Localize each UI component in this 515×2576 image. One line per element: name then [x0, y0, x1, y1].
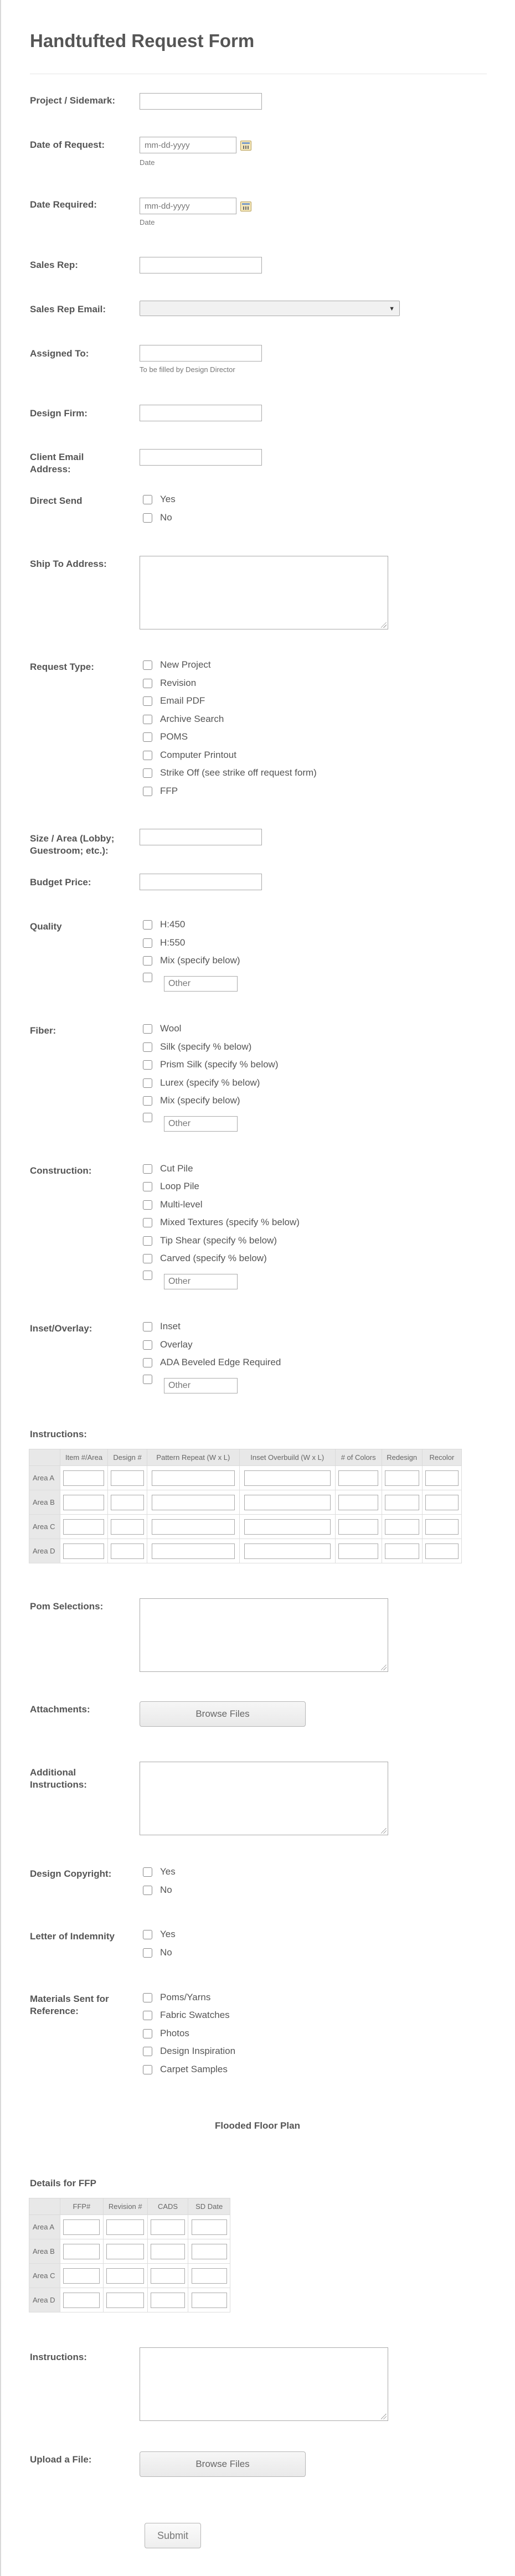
column-header: CADS — [147, 2198, 188, 2215]
cell-input[interactable] — [106, 2268, 144, 2284]
cell-input[interactable] — [192, 2219, 227, 2235]
date-request-sublabel: Date — [140, 158, 155, 167]
construction-option[interactable]: Mixed Textures (specify % below) — [143, 1216, 300, 1229]
cell-input[interactable] — [111, 1495, 144, 1510]
checkbox[interactable] — [143, 1948, 152, 1958]
resize-handle-icon[interactable] — [381, 622, 387, 628]
materials-sent-option[interactable]: Design Inspiration — [143, 2045, 235, 2058]
table-corner — [29, 1449, 60, 1466]
inset-overlay-other-input[interactable] — [164, 1378, 238, 1393]
cell-input[interactable] — [152, 1495, 235, 1510]
ship-to-textarea[interactable] — [140, 556, 388, 629]
ffp-instructions-textarea[interactable] — [140, 2347, 388, 2421]
checkbox[interactable] — [143, 751, 152, 760]
checkbox[interactable] — [143, 1340, 152, 1350]
materials-sent-label: Materials Sent for Reference: — [30, 1994, 109, 2016]
checkbox[interactable] — [143, 1930, 152, 1939]
checkbox[interactable] — [143, 1322, 152, 1331]
cell-input[interactable] — [152, 1543, 235, 1559]
date-request-input[interactable] — [140, 137, 236, 153]
checkbox[interactable] — [143, 973, 152, 982]
cell-input[interactable] — [151, 2219, 185, 2235]
additional-instructions-textarea[interactable] — [140, 1762, 388, 1835]
table-header-row — [29, 2198, 230, 2215]
assigned-to-note: To be filled by Design Director — [140, 365, 235, 374]
sales-rep-label: Sales Rep: — [30, 260, 78, 270]
checkbox[interactable] — [143, 956, 152, 966]
checkbox[interactable] — [143, 1867, 152, 1877]
design-copyright-label: Design Copyright: — [30, 1868, 112, 1879]
cell-input[interactable] — [106, 2244, 144, 2259]
quality-other-input[interactable] — [164, 976, 238, 992]
column-header: Pattern Repeat (W x L) — [147, 1449, 240, 1466]
materials-sent-option[interactable]: Fabric Swatches — [143, 2009, 230, 2022]
cell-input[interactable] — [244, 1519, 331, 1535]
table-row — [29, 2288, 230, 2312]
quality-option[interactable]: H:450 — [143, 918, 185, 931]
cell-input[interactable] — [338, 1543, 378, 1559]
budget-label: Budget Price: — [30, 877, 91, 887]
checkbox[interactable] — [143, 696, 152, 706]
construction-option[interactable]: Tip Shear (specify % below) — [143, 1234, 277, 1247]
assigned-to-input[interactable] — [140, 345, 262, 362]
cell-input[interactable] — [63, 1543, 104, 1559]
row-header: Area B — [29, 1490, 60, 1515]
quality-option[interactable]: H:550 — [143, 936, 185, 949]
cell-input[interactable] — [425, 1519, 459, 1535]
inset-overlay-option[interactable]: ADA Beveled Edge Required — [143, 1356, 281, 1369]
cell-input[interactable] — [111, 1543, 144, 1559]
table-header-row — [29, 1449, 462, 1466]
construction-other-input[interactable] — [164, 1274, 238, 1289]
cell-input[interactable] — [385, 1495, 419, 1510]
cell-input[interactable] — [106, 2219, 144, 2235]
cell-input[interactable] — [385, 1543, 419, 1559]
resize-handle-icon[interactable] — [381, 1828, 387, 1834]
design-copyright-no-option[interactable]: No — [143, 1883, 172, 1897]
checkbox[interactable] — [143, 1024, 152, 1034]
cell-input[interactable] — [63, 2268, 100, 2284]
client-email-input[interactable] — [140, 449, 262, 466]
section-heading: Flooded Floor Plan — [215, 2120, 300, 2131]
resize-handle-icon[interactable] — [381, 2414, 387, 2419]
cell-input[interactable] — [63, 2219, 100, 2235]
size-area-input[interactable] — [140, 829, 262, 845]
table-row — [29, 2239, 230, 2264]
project-label: Project / Sidemark: — [30, 95, 116, 106]
checkbox[interactable] — [143, 1358, 152, 1367]
row-header: Area D — [29, 2288, 60, 2312]
table-row — [29, 1466, 462, 1490]
checkbox[interactable] — [143, 1096, 152, 1106]
column-header: Revision # — [103, 2198, 147, 2215]
construction-option[interactable]: Carved (specify % below) — [143, 1252, 267, 1265]
attachments-label: Attachments: — [30, 1704, 90, 1715]
ffp-instructions-label: Instructions: — [30, 2352, 87, 2362]
checkbox[interactable] — [143, 1164, 152, 1174]
checkbox[interactable] — [143, 2065, 152, 2074]
quality-option[interactable]: Mix (specify below) — [143, 954, 240, 967]
fiber-option[interactable]: Mix (specify below) — [143, 1094, 240, 1107]
calendar-icon[interactable] — [240, 141, 251, 151]
column-header: Item #/Area — [60, 1449, 108, 1466]
cell-input[interactable] — [106, 2293, 144, 2308]
cell-input[interactable] — [244, 1495, 331, 1510]
cell-input[interactable] — [385, 1519, 419, 1535]
request-type-option[interactable]: Archive Search — [143, 713, 224, 726]
cell-input[interactable] — [192, 2268, 227, 2284]
request-type-option[interactable]: New Project — [143, 658, 211, 672]
checkbox[interactable] — [143, 2011, 152, 2020]
materials-sent-option[interactable]: Poms/Yarns — [143, 1991, 210, 2004]
checkbox[interactable] — [143, 1078, 152, 1088]
request-type-option[interactable]: Computer Printout — [143, 748, 236, 762]
letter-indemnity-no-option[interactable]: No — [143, 1946, 172, 1959]
cell-input[interactable] — [63, 2244, 100, 2259]
checkbox[interactable] — [143, 732, 152, 742]
construction-option[interactable]: Cut Pile — [143, 1162, 193, 1175]
pom-selections-textarea[interactable] — [140, 1598, 388, 1672]
pom-selections-label: Pom Selections: — [30, 1601, 104, 1612]
checkbox[interactable] — [143, 715, 152, 724]
browse-files-button[interactable]: Browse Files — [140, 1701, 306, 1727]
resize-handle-icon[interactable] — [381, 1665, 387, 1670]
fiber-option[interactable]: Wool — [143, 1022, 181, 1035]
checkbox[interactable] — [143, 1182, 152, 1191]
row-header: Area C — [29, 1515, 60, 1539]
inset-overlay-label: Inset/Overlay: — [30, 1323, 92, 1334]
construction-option[interactable]: Loop Pile — [143, 1180, 199, 1193]
instructions-label: Instructions: — [30, 1429, 87, 1439]
table-row — [29, 1539, 462, 1563]
additional-instructions-label: Additional Instructions: — [30, 1767, 87, 1790]
checkbox[interactable] — [143, 1886, 152, 1895]
checkbox[interactable] — [143, 938, 152, 948]
cell-input[interactable] — [338, 1519, 378, 1535]
request-type-option[interactable]: FFP — [143, 784, 178, 798]
chevron-down-icon: ▼ — [389, 306, 395, 312]
cell-input[interactable] — [63, 1495, 104, 1510]
sales-rep-email-select[interactable] — [140, 301, 400, 316]
column-header: Recolor — [422, 1449, 461, 1466]
table-row — [29, 1490, 462, 1515]
checkbox[interactable] — [143, 495, 152, 504]
table-row — [29, 1515, 462, 1539]
cell-input[interactable] — [425, 1543, 459, 1559]
column-header: SD Date — [188, 2198, 230, 2215]
form-title: Handtufted Request Form — [30, 30, 255, 51]
request-type-option[interactable]: POMS — [143, 730, 188, 744]
checkbox[interactable] — [143, 1236, 152, 1246]
direct-send-yes-option[interactable]: Yes — [143, 493, 176, 506]
cell-input[interactable] — [192, 2244, 227, 2259]
table-corner — [29, 2198, 60, 2215]
request-type-label: Request Type: — [30, 662, 94, 672]
quality-label: Quality — [30, 921, 62, 932]
column-header: Redesign — [382, 1449, 422, 1466]
construction-label: Construction: — [30, 1165, 92, 1176]
column-header: Inset Overbuild (W x L) — [239, 1449, 335, 1466]
cell-input[interactable] — [244, 1470, 331, 1486]
cell-input[interactable] — [425, 1495, 459, 1510]
size-area-label: Size / Area (Lobby; Guestroom; etc.): — [30, 833, 115, 856]
cell-input[interactable] — [63, 1470, 104, 1486]
cell-input[interactable] — [111, 1519, 144, 1535]
request-type-option[interactable]: Email PDF — [143, 694, 205, 708]
calendar-icon[interactable] — [240, 202, 251, 211]
date-required-label: Date Required: — [30, 199, 97, 210]
instructions-table — [29, 1449, 462, 1563]
fiber-option[interactable]: Lurex (specify % below) — [143, 1076, 260, 1090]
cell-input[interactable] — [192, 2293, 227, 2308]
client-email-label: Client Email Address: — [30, 452, 84, 474]
budget-input[interactable] — [140, 874, 262, 890]
construction-option[interactable]: Multi-level — [143, 1198, 203, 1211]
date-request-label: Date of Request: — [30, 140, 105, 150]
checkbox[interactable] — [143, 1060, 152, 1070]
checkbox[interactable] — [143, 920, 152, 930]
checkbox[interactable] — [143, 1271, 152, 1280]
cell-input[interactable] — [152, 1470, 235, 1486]
fiber-option[interactable]: Prism Silk (specify % below) — [143, 1058, 279, 1071]
cell-input[interactable] — [151, 2244, 185, 2259]
materials-sent-option[interactable]: Photos — [143, 2027, 189, 2040]
cell-input[interactable] — [425, 1470, 459, 1486]
cell-input[interactable] — [244, 1543, 331, 1559]
checkbox[interactable] — [143, 1375, 152, 1384]
design-firm-input[interactable] — [140, 405, 262, 421]
letter-indemnity-yes-option[interactable]: Yes — [143, 1928, 176, 1941]
checkbox[interactable] — [143, 679, 152, 688]
cell-input[interactable] — [63, 1519, 104, 1535]
row-header: Area D — [29, 1539, 60, 1563]
checkbox[interactable] — [143, 513, 152, 523]
column-header: FFP# — [60, 2198, 104, 2215]
project-input[interactable] — [140, 93, 262, 110]
column-header: Design # — [107, 1449, 147, 1466]
date-required-sublabel: Date — [140, 218, 155, 226]
fiber-label: Fiber: — [30, 1025, 56, 1036]
row-header: Area A — [29, 1466, 60, 1490]
cell-input[interactable] — [151, 2293, 185, 2308]
fiber-other-input[interactable] — [164, 1116, 238, 1132]
cell-input[interactable] — [63, 2293, 100, 2308]
checkbox[interactable] — [143, 1254, 152, 1263]
request-type-option[interactable]: Revision — [143, 677, 196, 690]
fiber-option[interactable]: Silk (specify % below) — [143, 1040, 251, 1054]
ffp-table — [29, 2198, 230, 2312]
checkbox[interactable] — [143, 1993, 152, 2002]
design-copyright-yes-option[interactable]: Yes — [143, 1865, 176, 1878]
details-ffp-label: Details for FFP — [30, 2178, 96, 2188]
table-row — [29, 2215, 230, 2239]
sales-rep-input[interactable] — [140, 257, 262, 273]
date-required-input[interactable] — [140, 198, 236, 214]
row-header: Area B — [29, 2239, 60, 2264]
checkbox[interactable] — [143, 768, 152, 778]
inset-overlay-option[interactable]: Overlay — [143, 1338, 193, 1351]
column-header: # of Colors — [335, 1449, 382, 1466]
cell-input[interactable] — [151, 2268, 185, 2284]
cell-input[interactable] — [338, 1495, 378, 1510]
design-firm-label: Design Firm: — [30, 408, 87, 419]
checkbox[interactable] — [143, 1113, 152, 1122]
checkbox[interactable] — [143, 1218, 152, 1227]
sales-rep-email-label: Sales Rep Email: — [30, 304, 106, 314]
page-border — [0, 0, 1, 2576]
upload-browse-button[interactable]: Browse Files — [140, 2451, 306, 2477]
submit-button[interactable]: Submit — [145, 2523, 201, 2548]
inset-overlay-option[interactable]: Inset — [143, 1320, 181, 1333]
checkbox[interactable] — [143, 1200, 152, 1210]
table-row — [29, 2264, 230, 2288]
checkbox[interactable] — [143, 787, 152, 796]
cell-input[interactable] — [338, 1470, 378, 1486]
letter-indemnity-label: Letter of Indemnity — [30, 1931, 115, 1942]
materials-sent-option[interactable]: Carpet Samples — [143, 2063, 228, 2076]
cell-input[interactable] — [152, 1519, 235, 1535]
upload-file-label: Upload a File: — [30, 2454, 92, 2465]
cell-input[interactable] — [111, 1470, 144, 1486]
checkbox[interactable] — [143, 1042, 152, 1052]
ship-to-label: Ship To Address: — [30, 559, 107, 569]
assigned-to-label: Assigned To: — [30, 348, 89, 359]
row-header: Area A — [29, 2215, 60, 2239]
checkbox[interactable] — [143, 2029, 152, 2038]
request-type-option[interactable]: Strike Off (see strike off request form) — [143, 766, 317, 779]
cell-input[interactable] — [385, 1470, 419, 1486]
direct-send-label: Direct Send — [30, 495, 83, 506]
checkbox[interactable] — [143, 660, 152, 670]
direct-send-no-option[interactable]: No — [143, 511, 172, 524]
checkbox[interactable] — [143, 2047, 152, 2056]
row-header: Area C — [29, 2264, 60, 2288]
